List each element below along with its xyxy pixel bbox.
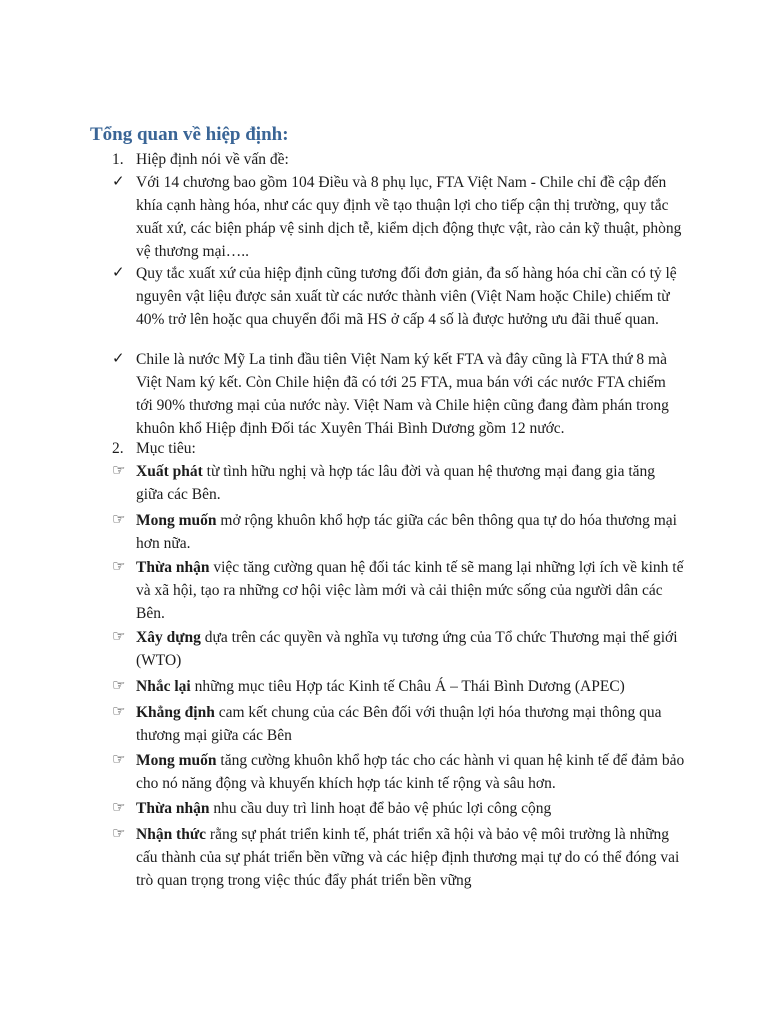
section-heading: Tổng quan về hiệp định: bbox=[90, 124, 289, 145]
objective-keyword: Mong muốn bbox=[136, 752, 217, 769]
check-item-text: Quy tắc xuất xứ của hiệp định cũng tương đối đơn giản, đa số hàng hóa chỉ cần có tỷ lệ nguyên vật liệu được sản xuất từ các nước thành viên (Việt Nam hoặc Chile) chiếm từ 40% trở lên hoặc qua chuyển đổi mã HS ở cấp 4 số là được hưởng ưu đãi thuế quan. bbox=[136, 265, 677, 328]
objective-item bbox=[112, 749, 686, 795]
objective-text: từ tình hữu nghị và hợp tác lâu đời và quan hệ thương mại đang gia tăng giữa các Bên. bbox=[136, 463, 656, 503]
pointing-hand-icon: ☞ bbox=[112, 559, 126, 575]
pointing-hand-icon: ☞ bbox=[112, 629, 126, 645]
item-label: Mục tiêu: bbox=[136, 440, 196, 457]
objective-item bbox=[112, 701, 686, 747]
objective-keyword: Mong muốn bbox=[136, 512, 217, 529]
pointing-hand-icon: ☞ bbox=[112, 678, 126, 694]
objective-text: việc tăng cường quan hệ đối tác kinh tế sẽ mang lại những lợi ích về kinh tế và xã hội, tạo ra những cơ hội việc làm mới và cải thiện mức sống của người dân các Bên. bbox=[136, 559, 684, 622]
item-number: 1. bbox=[112, 151, 124, 168]
objective-text: tăng cường khuôn khổ hợp tác cho các hành vi quan hệ kinh tế để đảm bảo cho nó năng động và khuyến khích hợp tác kinh tế rộng và sâu hơn. bbox=[136, 752, 685, 792]
pointing-hand-icon: ☞ bbox=[112, 463, 126, 479]
check-list-item bbox=[112, 348, 686, 440]
check-mark-icon: ✓ bbox=[112, 351, 125, 367]
check-list-item bbox=[112, 262, 686, 331]
objective-item bbox=[112, 675, 686, 698]
objective-keyword: Nhắc lại bbox=[136, 678, 191, 695]
check-list-item bbox=[112, 171, 686, 263]
objective-item bbox=[112, 797, 686, 820]
item-label: Hiệp định nói về vấn đề: bbox=[136, 151, 289, 168]
objective-keyword: Nhận thức bbox=[136, 826, 207, 843]
check-mark-icon: ✓ bbox=[112, 174, 125, 190]
numbered-item-1 bbox=[112, 148, 686, 171]
item-number: 2. bbox=[112, 440, 124, 457]
pointing-hand-icon: ☞ bbox=[112, 752, 126, 768]
check-mark-icon: ✓ bbox=[112, 265, 125, 281]
objective-text: nhu cầu duy trì linh hoạt để bảo vệ phúc lợi công cộng bbox=[209, 800, 552, 817]
pointing-hand-icon: ☞ bbox=[112, 512, 126, 528]
objective-text: rằng sự phát triển kinh tế, phát triển xã hội và bảo vệ môi trường là những cấu thành của sự phát triển bền vững và các hiệp định thương mại tự do có thể đóng vai trò quan trọng trong việc thúc đẩy phát triển bền vững bbox=[136, 826, 680, 889]
check-item-text: Chile là nước Mỹ La tinh đầu tiên Việt Nam ký kết FTA và đây cũng là FTA thứ 8 mà Việt Nam ký kết. Còn Chile hiện đã có tới 25 FTA, mua bán với các nước FTA chiếm tới 90% thương mại của nước này. Việt Nam và Chile hiện cũng đang đàm phán trong khuôn khổ Hiệp định Đối tác Xuyên Thái Bình Dương gồm 12 nước. bbox=[136, 351, 669, 437]
objective-item bbox=[112, 509, 686, 555]
objective-keyword: Xuất phát bbox=[136, 463, 203, 480]
check-item-text: Với 14 chương bao gồm 104 Điều và 8 phụ lục, FTA Việt Nam - Chile chỉ đề cập đến khía cạnh hàng hóa, như các quy định về tạo thuận lợi cho tiếp cận thị trường, quy tắc xuất xứ, các biện pháp vệ sinh dịch tễ, kiểm dịch động thực vật, rào cản kỹ thuật, phòng vệ thương mại….. bbox=[136, 174, 682, 260]
objective-keyword: Khẳng định bbox=[136, 704, 215, 721]
objective-text: cam kết chung của các Bên đối với thuận lợi hóa thương mại thông qua thương mại giữa các Bên bbox=[136, 704, 662, 744]
objective-keyword: Thừa nhận bbox=[136, 559, 210, 576]
objective-text: mở rộng khuôn khổ hợp tác giữa các bên thông qua tự do hóa thương mại hơn nữa. bbox=[136, 512, 677, 552]
objective-item bbox=[112, 460, 686, 506]
objective-keyword: Thừa nhận bbox=[136, 800, 210, 817]
objective-item bbox=[112, 823, 686, 892]
pointing-hand-icon: ☞ bbox=[112, 704, 126, 720]
objective-item bbox=[112, 626, 686, 672]
numbered-item-2 bbox=[112, 437, 686, 460]
objective-text: những mục tiêu Hợp tác Kinh tế Châu Á – Thái Bình Dương (APEC) bbox=[190, 678, 625, 695]
objective-keyword: Xây dựng bbox=[136, 629, 201, 646]
pointing-hand-icon: ☞ bbox=[112, 800, 126, 816]
pointing-hand-icon: ☞ bbox=[112, 826, 126, 842]
objective-text: dựa trên các quyền và nghĩa vụ tương ứng của Tổ chức Thương mại thế giới (WTO) bbox=[136, 629, 678, 669]
objective-item bbox=[112, 556, 686, 625]
